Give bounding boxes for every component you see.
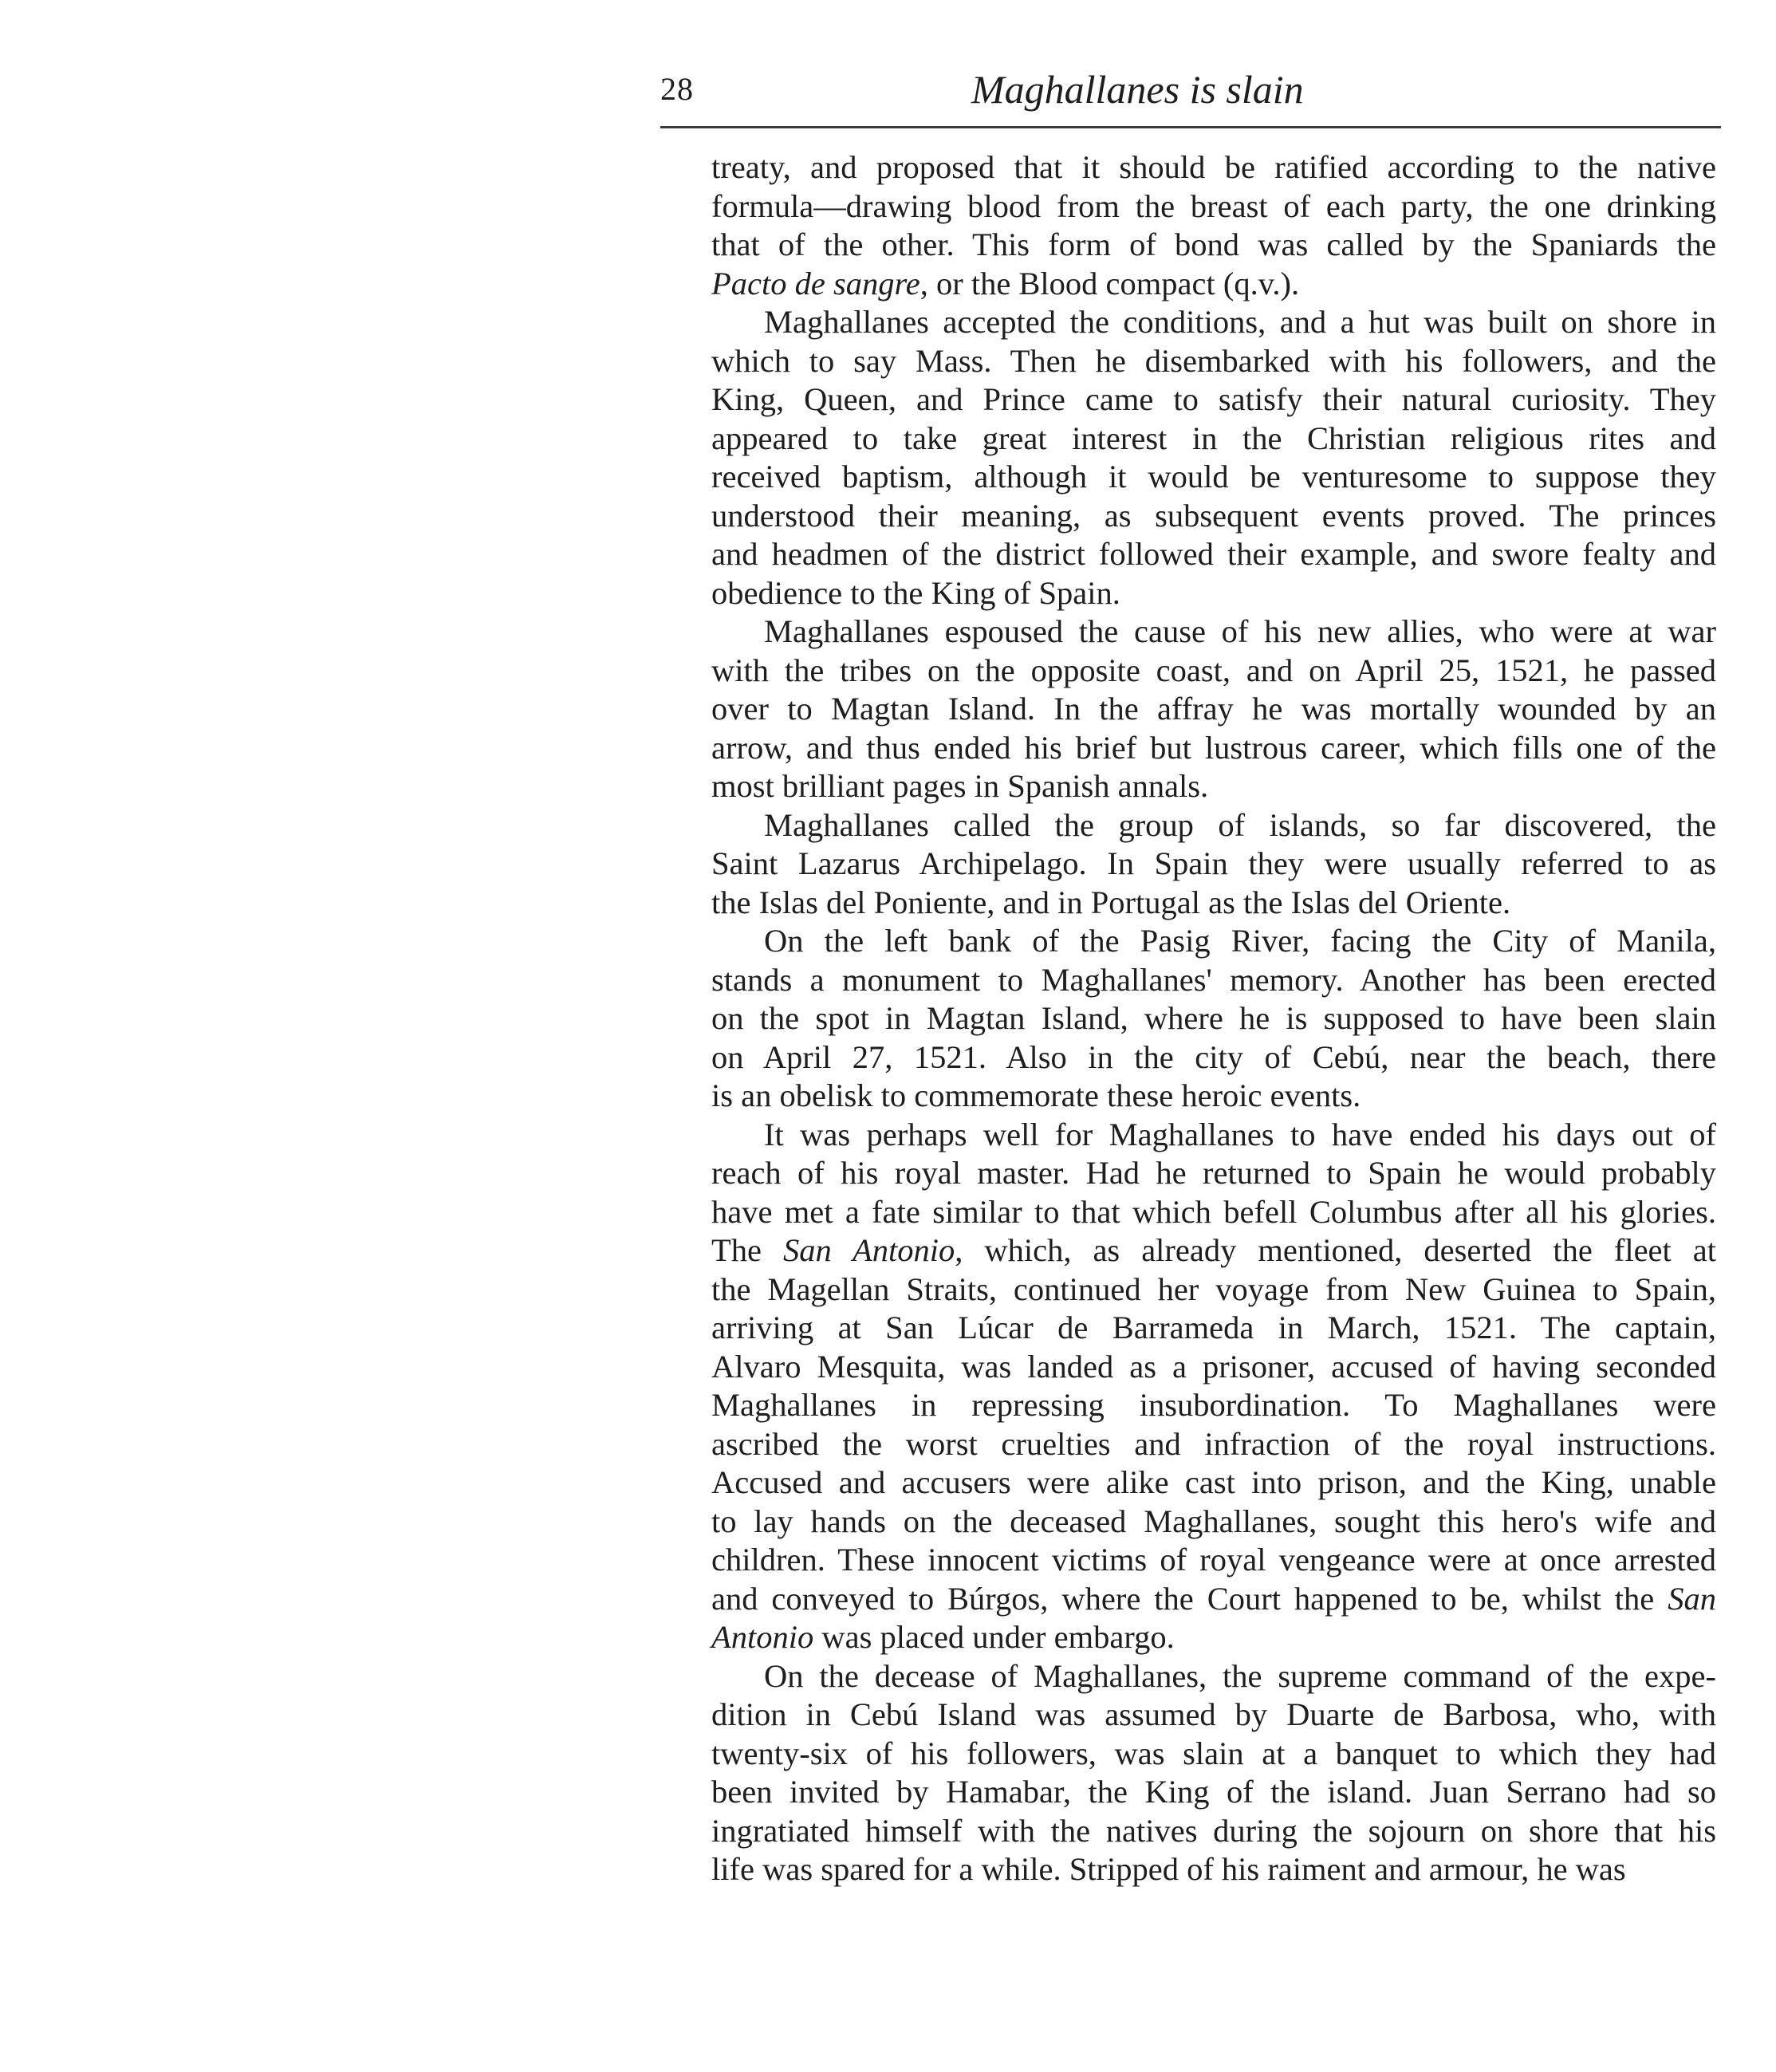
text-run: appeared to take great interest in the Christian religious rites and <box>711 420 1716 456</box>
text-line <box>659 535 1716 574</box>
text-run: that of the other. This form of bond was called by the Spaniards the <box>711 227 1716 262</box>
text-run: , which, as already mentioned, deserted the fleet at <box>955 1232 1716 1268</box>
text-line <box>659 1425 1716 1464</box>
text-run: Alvaro Mesquita, was landed as a prisoner, accused of having seconded <box>711 1348 1716 1385</box>
text-run: children. These innocent victims of royal vengeance were at once arrested <box>711 1542 1716 1578</box>
text-line <box>659 1116 1716 1155</box>
text-run: ascribed the worst cruelties and infraction of the royal instructions. <box>711 1425 1716 1462</box>
paragraph <box>659 613 1716 806</box>
text-run: and conveyed to Búrgos, where the Court happened to be, whilst the <box>711 1580 1668 1617</box>
text-line <box>659 1154 1716 1193</box>
text-run: arrow, and thus ended his brief but lustrous career, which fills one of the <box>711 729 1716 766</box>
text-run: Maghallanes in repressing insubordination. To Maghallanes were <box>711 1387 1716 1423</box>
text-run: and headmen of the district followed their example, and swore fealty and <box>711 536 1716 572</box>
page-header <box>660 65 1721 121</box>
text-line <box>659 729 1716 768</box>
text-run: ingratiated himself with the natives during the sojourn on shore that his <box>711 1812 1716 1849</box>
italic-text: San <box>1668 1580 1716 1617</box>
text-line <box>659 420 1716 459</box>
text-line <box>659 1386 1716 1425</box>
text-line <box>659 1463 1716 1503</box>
text-run: stands a monument to Maghallanes' memory. Another has been erected <box>711 961 1716 998</box>
text-line <box>659 1077 1716 1116</box>
text-line <box>659 999 1716 1038</box>
text-run: most brilliant pages in Spanish annals. <box>711 768 1209 804</box>
italic-text: Pacto de sangre <box>711 265 920 301</box>
text-line <box>659 690 1716 729</box>
text-line <box>659 961 1716 1000</box>
text-run: Saint Lazarus Archipelago. In Spain they were usually referred to as <box>711 845 1716 881</box>
text-line <box>659 1735 1716 1774</box>
text-line <box>659 1038 1716 1077</box>
text-run: The <box>711 1232 783 1268</box>
text-line <box>659 1618 1716 1657</box>
text-line <box>659 1696 1716 1735</box>
text-line <box>659 574 1716 613</box>
header-rule <box>660 126 1721 128</box>
text-run: It was perhaps well for Maghallanes to have ended his days out of <box>764 1116 1716 1152</box>
text-run: on April 27, 1521. Also in the city of Cebú, near the beach, there <box>711 1038 1716 1075</box>
text-run: On the decease of Maghallanes, the supreme command of the expe- <box>764 1657 1716 1694</box>
text-run: Accused and accusers were alike cast into prison, and the King, unable <box>711 1464 1716 1500</box>
text-line <box>659 342 1716 381</box>
text-run: Maghallanes espoused the cause of his new allies, who were at war <box>764 613 1716 649</box>
paragraph <box>659 303 1716 613</box>
text-run: been invited by Hamabar, the King of the island. Juan Serrano had so <box>711 1774 1716 1810</box>
paragraph <box>659 806 1716 923</box>
text-run: reach of his royal master. Had he returned to Spain he would probably <box>711 1155 1716 1191</box>
text-line <box>659 806 1716 845</box>
text-line <box>659 1348 1716 1387</box>
text-line <box>659 1193 1716 1232</box>
text-run: on the spot in Magtan Island, where he is supposed to have been slain <box>711 1000 1716 1036</box>
text-line <box>659 1231 1716 1270</box>
text-run: over to Magtan Island. In the affray he was mortally wounded by an <box>711 691 1716 727</box>
text-run: , or the Blood compact (q.v.). <box>920 265 1300 301</box>
text-run: received baptism, although it would be venturesome to suppose they <box>711 459 1716 494</box>
text-line <box>659 845 1716 884</box>
text-line <box>659 1773 1716 1812</box>
text-line <box>659 380 1716 420</box>
text-run: understood their meaning, as subsequent events proved. The princes <box>711 497 1716 534</box>
text-run: King, Queen, and Prince came to satisfy their natural curiosity. They <box>711 381 1716 417</box>
text-line <box>659 458 1716 497</box>
text-run: was placed under embargo. <box>813 1619 1175 1655</box>
text-line <box>659 613 1716 652</box>
text-run: formula—drawing blood from the breast of each party, the one drinking <box>711 187 1716 224</box>
text-run: have met a fate similar to that which befell Columbus after all his glories. <box>711 1193 1716 1230</box>
text-line <box>659 1503 1716 1542</box>
paragraph <box>659 1657 1716 1889</box>
text-line <box>659 922 1716 961</box>
text-line <box>659 187 1716 227</box>
text-line <box>659 884 1716 923</box>
text-run: Maghallanes accepted the conditions, and a hut was built on shore in <box>764 304 1716 340</box>
text-line <box>659 497 1716 536</box>
text-run: treaty, and proposed that it should be ratified according to the native <box>711 149 1716 185</box>
text-run: dition in Cebú Island was assumed by Duarte de Barbosa, who, with <box>711 1696 1716 1732</box>
text-line <box>659 1580 1716 1619</box>
italic-text: Antonio <box>711 1619 814 1655</box>
text-line <box>659 1657 1716 1696</box>
text-line <box>659 1850 1716 1889</box>
text-run: the Islas del Poniente, and in Portugal as the Islas del Oriente. <box>711 884 1511 920</box>
text-line <box>659 1812 1716 1851</box>
text-run: the Magellan Straits, continued her voyage from New Guinea to Spain, <box>711 1270 1716 1307</box>
text-line <box>659 767 1716 806</box>
paragraph <box>659 148 1716 303</box>
text-line <box>659 148 1716 187</box>
text-line <box>659 265 1716 304</box>
text-line <box>659 1541 1716 1580</box>
paragraph <box>659 1116 1716 1657</box>
text-run: which to say Mass. Then he disembarked with his followers, and the <box>711 342 1716 379</box>
text-run: twenty-six of his followers, was slain at a banquet to which they had <box>711 1735 1716 1771</box>
paragraph <box>659 922 1716 1116</box>
text-run: obedience to the King of Spain. <box>711 574 1120 611</box>
text-line <box>659 1309 1716 1348</box>
running-title: Maghallanes is slain <box>971 67 1304 112</box>
text-line <box>659 303 1716 342</box>
text-run: Maghallanes called the group of islands, so far discovered, the <box>764 806 1716 843</box>
text-line <box>659 652 1716 691</box>
text-run: with the tribes on the opposite coast, and on April 25, 1521, he passed <box>711 652 1716 688</box>
page-number: 28 <box>660 71 694 107</box>
text-run: arriving at San Lúcar de Barrameda in March, 1521. The captain, <box>711 1310 1716 1345</box>
text-run: life was spared for a while. Stripped of his raiment and armour, he was <box>711 1851 1626 1887</box>
text-run: On the left bank of the Pasig River, facing the City of Manila, <box>764 923 1716 959</box>
text-line <box>659 1270 1716 1310</box>
text-run: is an obelisk to commemorate these heroic events. <box>711 1077 1361 1113</box>
italic-text: San Antonio <box>782 1232 955 1268</box>
text-line <box>659 226 1716 265</box>
text-run: to lay hands on the deceased Maghallanes, sought this hero's wife and <box>711 1503 1716 1539</box>
body-text <box>659 148 1716 1889</box>
